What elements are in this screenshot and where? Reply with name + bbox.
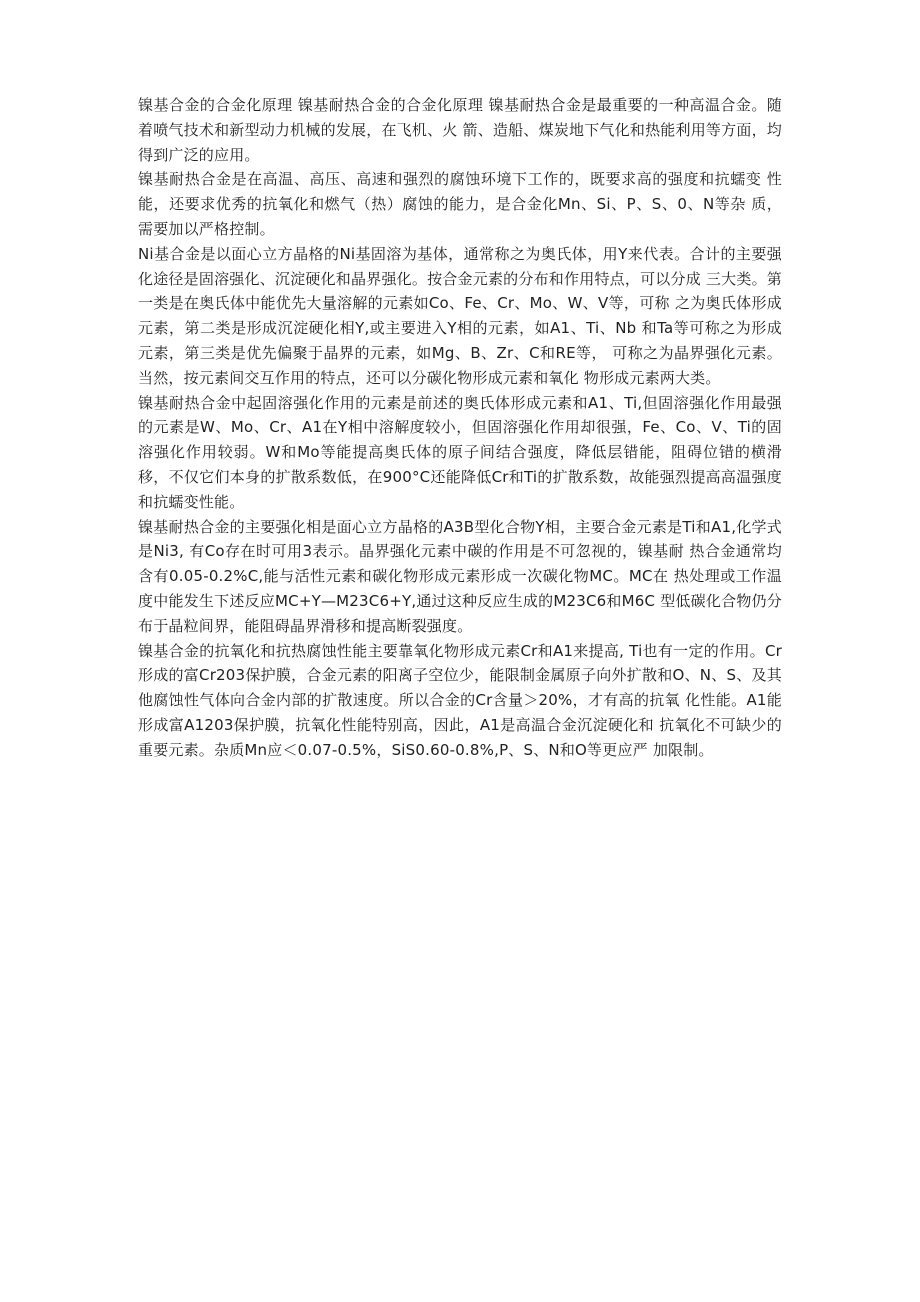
paragraph-strengthening-phase: 镍基耐热合金的主要强化相是面心立方晶格的A3B型化合物Y相，主要合金元素是Ti和A1,化学式是Ni3, 有Co存在时可用3表示。晶界强化元素中碳的作用是不可忽视的，镍基耐 热合金通常均含有0.05-0.2%C,能与活性元素和碳化物形成元素形成一次碳化物MC。MC在 热处理或工作温度中能发生下述反应MC+Y—M23C6+Y,通过这种反应生成的M23C6和M6C 型低碳化合物仍分布于晶粒间界，能阻碍晶界滑移和提高断裂强度。: [138, 517, 782, 635]
document-body: [138, 93, 782, 763]
paragraph-element-classes: Ni基合金是以面心立方晶格的Ni基固溶为基体，通常称之为奥氏体，用Y来代表。合计的主要强化途径是固溶强化、沉淀硬化和晶界强化。按合金元素的分布和作用特点，可以分成 三大类。第一类是在奥氏体中能优先大量溶解的元素如Co、Fe、Cr、Mo、W、V等，可称 之为奥氏体形成元素，第二类是形成沉淀硬化相Y,或主要进入Y相的元素，如A1、Ti、Nb 和Ta等可称之为形成元素，第三类是优先偏聚于晶界的元素，如Mg、B、Zr、C和RE等， 可称之为晶界强化元素。当然，按元素间交互作用的特点，还可以分碳化物形成元素和氧化 物形成元素两大类。: [138, 244, 782, 387]
paragraph-intro: 镍基合金的合金化原理 镍基耐热合金的合金化原理 镍基耐热合金是最重要的一种高温合金。随着喷气技术和新型动力机械的发展，在飞机、火 箭、造船、煤炭地下气化和热能利用等方面，均得到广泛的应用。: [138, 96, 782, 164]
paragraph-solid-solution-strengthening: 镍基耐热合金中起固溶强化作用的元素是前述的奥氏体形成元素和A1、Ti,但固溶强化作用最强的元素是W、Mo、Cr、A1在Y相中溶解度较小，但固溶强化作用却很强，Fe、Co、V、Ti的固溶强化作用较弱。W和Mo等能提高奥氏体的原子间结合强度，降低层错能，阻碍位错的横滑移，不仅它们本身的扩散系数低，在900°C还能降低Cr和Ti的扩散系数，故能强烈提高高温强度和抗蠕变性能。: [138, 393, 782, 511]
paragraph-requirements: 镍基耐热合金是在高温、高压、高速和强烈的腐蚀环境下工作的，既要求高的强度和抗蠕变 性能，还要求优秀的抗氧化和燃气（热）腐蚀的能力，是合金化Mn、Si、P、S、0、N等杂 质，需要加以严格控制。: [138, 170, 782, 238]
paragraph-oxidation-resistance: 镍基合金的抗氧化和抗热腐蚀性能主要靠氧化物形成元素Cr和A1来提高, Ti也有一定的作用。Cr形成的富Cr203保护膜，合金元素的阳离子空位少，能限制金属原子向外扩散和O、N、S、及其他腐蚀性气体向合金内部的扩散速度。所以合金的Cr含量＞20%，才有高的抗氧 化性能。A1能形成富A1203保护膜，抗氧化性能特别高，因此，A1是高温合金沉淀硬化和 抗氧化不可缺少的重要元素。杂质Mn应＜0.07-0.5%，SiS0.60-0.8%,P、S、N和O等更应严 加限制。: [138, 641, 782, 759]
